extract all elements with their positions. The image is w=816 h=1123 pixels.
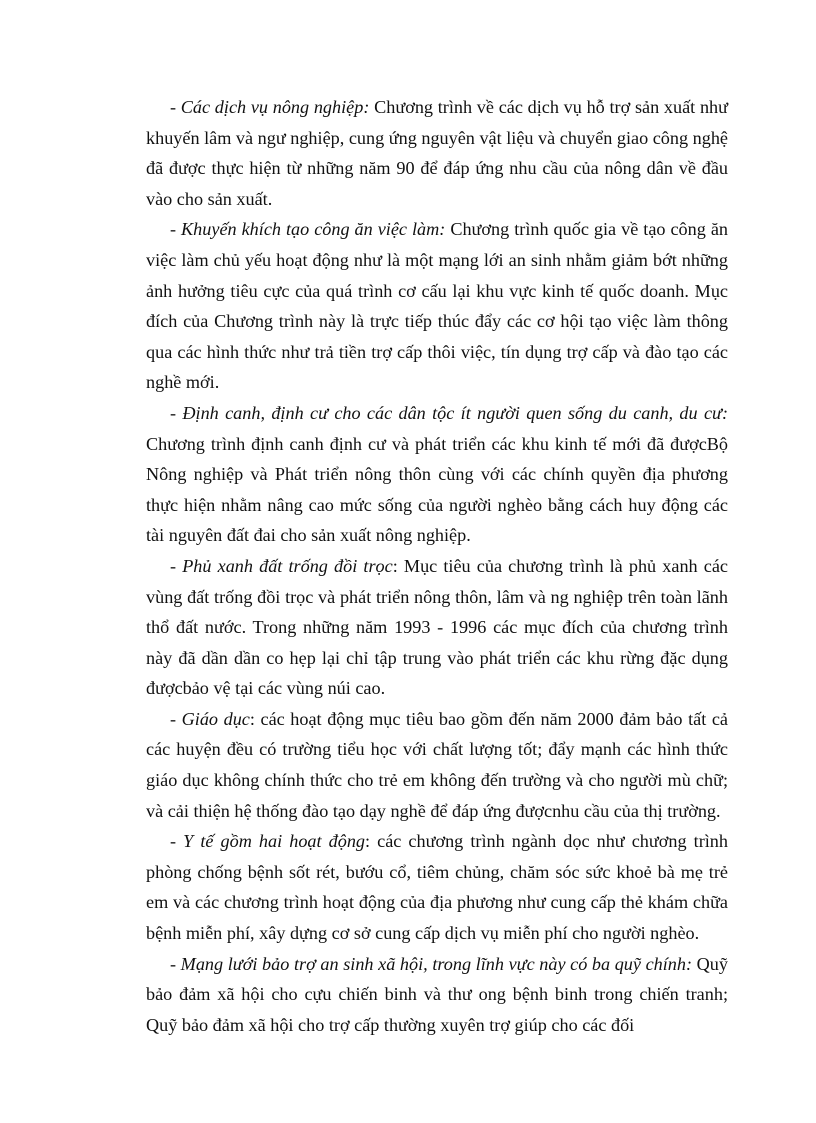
- paragraph-text: Chương trình về các dịch vụ hỗ trợ sản xuất như khuyến lâm và ngư nghiệp, cung ứng nguyên vật liệu và chuyển giao công nghệ đã được thực hiện từ những năm 90 để đáp ứng nhu cầu của nông dân về đầu vào cho sản xuất.: [146, 97, 729, 209]
- paragraph-agricultural-services: [146, 92, 728, 214]
- paragraph-resettlement: [146, 398, 728, 551]
- paragraph-lead: - Mạng lưới bảo trợ an sinh xã hội, trong lĩnh vực này có ba quỹ chính:: [170, 953, 693, 974]
- paragraph-lead: - Y tế gồm hai hoạt động: [170, 831, 366, 852]
- paragraph-lead: - Định canh, định cư cho các dân tộc ít người quen sống du canh, du cư:: [170, 402, 728, 423]
- paragraph-employment: [146, 214, 728, 398]
- paragraph-reforestation: [146, 551, 728, 704]
- document-body: [146, 92, 728, 1040]
- paragraph-social-safety-net: [146, 949, 728, 1041]
- paragraph-text: : Mục tiêu của chương trình là phủ xanh các vùng đất trống đồi trọc và phát triển nông thôn, lâm và ng nghiệp trên toàn lãnh thổ đất nước. Trong những năm 1993 - 1996 các mục đích của chương trình này đã dần dần co hẹp lại chỉ tập trung vào phát triển các khu rừng đặc dụng đượcbảo vệ tại các vùng núi cao.: [146, 555, 728, 699]
- paragraph-lead: - Các dịch vụ nông nghiệp:: [170, 97, 370, 117]
- paragraph-lead: - Giáo dục: [170, 708, 250, 729]
- paragraph-education: [146, 704, 728, 826]
- paragraph-text: Chương trình định canh định cư và phát triển các khu kinh tế mới đã đượcBộ Nông nghiệp và Phát triển nông thôn cùng với các chính quyền địa phương thực hiện nhằm nâng cao mức sống của người nghèo bằng cách huy động các tài nguyên đất đai cho sản xuất nông nghiệp.: [146, 433, 728, 546]
- paragraph-text: Chương trình quốc gia về tạo công ăn việc làm chủ yếu hoạt động như là một mạng lới an sinh nhằm giảm bớt những ảnh hưởng tiêu cực của quá trình cơ cấu lại khu vực kinh tế quốc doanh. Mục đích của Chương trình này là trực tiếp thúc đẩy các cơ hội tạo việc làm thông qua các hình thức như trả tiền trợ cấp thôi việc, tín dụng trợ cấp và đào tạo các nghề mới.: [146, 219, 729, 393]
- paragraph-text: Quỹ bảo đảm xã hội cho cựu chiến binh và thư ong bệnh binh trong chiến tranh; Quỹ bảo đảm xã hội cho trợ cấp thường xuyên trợ giúp cho các đối: [146, 953, 728, 1035]
- paragraph-health: [146, 826, 728, 948]
- paragraph-lead: - Khuyến khích tạo công ăn việc làm:: [170, 219, 446, 240]
- paragraph-lead: - Phủ xanh đất trống đồi trọc: [170, 555, 393, 576]
- paragraph-text: : các hoạt động mục tiêu bao gồm đến năm 2000 đảm bảo tất cả các huyện đều có trường tiểu học với chất lượng tốt; đẩy mạnh các hình thức giáo dục không chính thức cho trẻ em không đến trường và cho người mù chữ; và cải thiện hệ thống đào tạo dạy nghề để đáp ứng đượcnhu cầu của thị trường.: [146, 708, 728, 821]
- paragraph-text: : các chương trình ngành dọc như chương trình phòng chống bệnh sốt rét, bướu cổ, tiêm chủng, chăm sóc sức khoẻ bà mẹ trẻ em và các chương trình hoạt động của địa phương như cung cấp thẻ khám chữa bệnh miễn phí, xây dựng cơ sở cung cấp dịch vụ miễn phí cho người nghèo.: [146, 831, 728, 944]
